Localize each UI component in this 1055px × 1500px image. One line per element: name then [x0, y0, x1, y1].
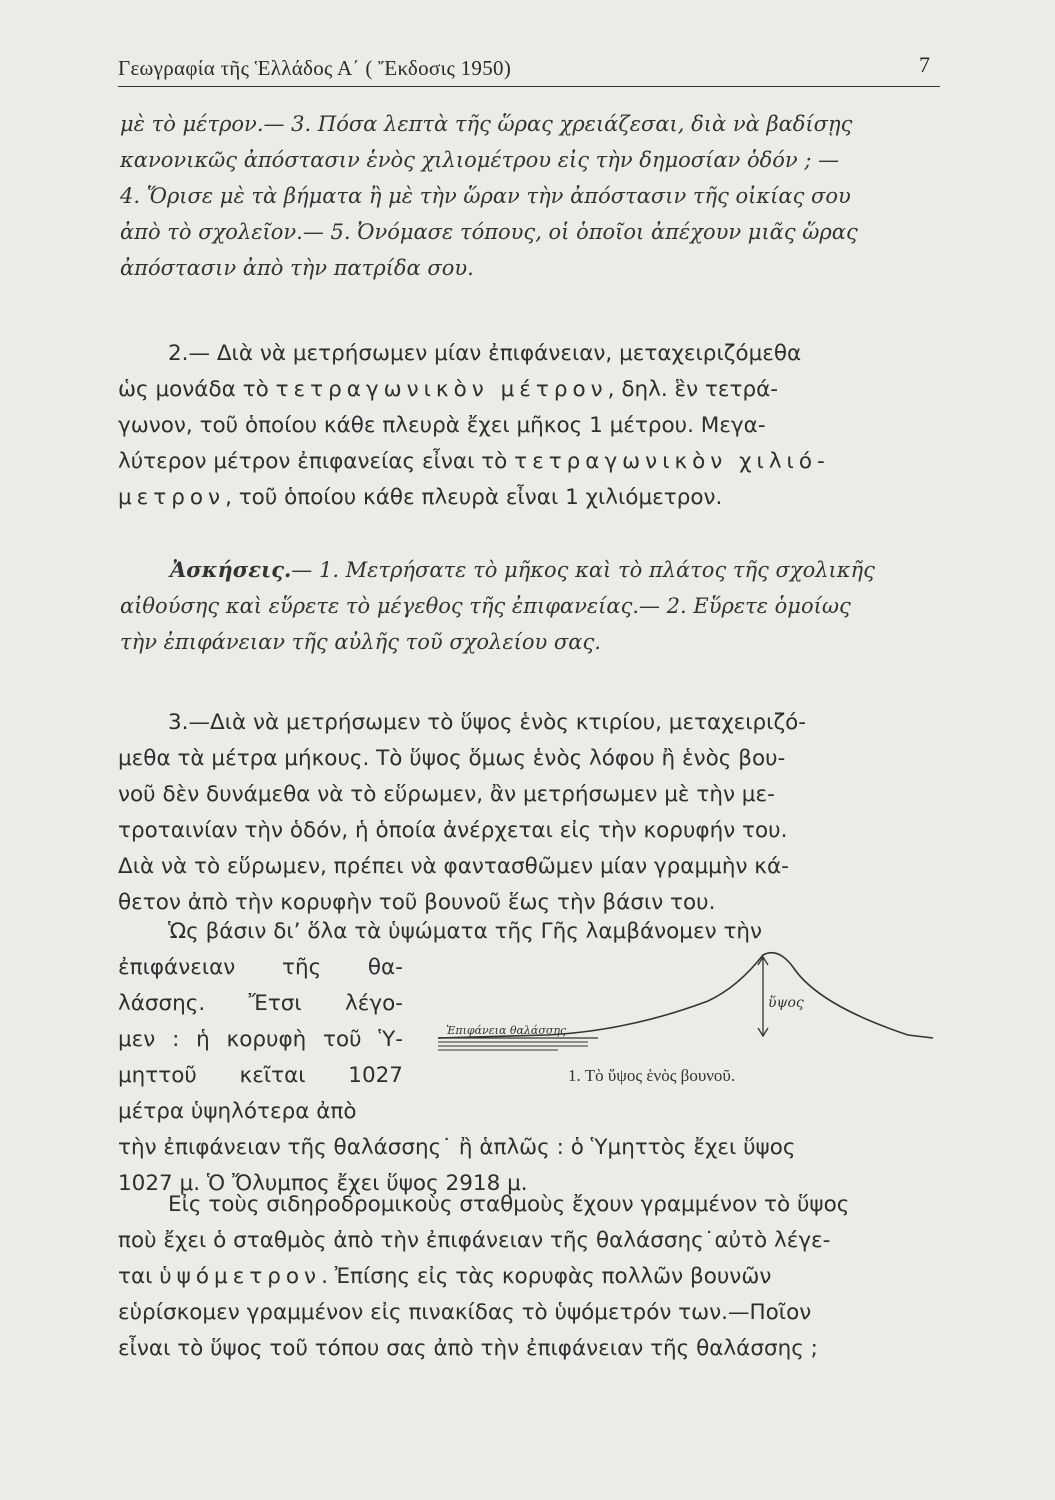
text-span: ὡς μονάδα τὸ — [118, 377, 276, 402]
text-line: 1027 μ. Ὁ Ὄλυμπος ἔχει ὕψος 2918 μ. — [118, 1171, 528, 1196]
text-span: ται — [118, 1264, 160, 1289]
header-title: Γεωγραφία τῆς Ἑλλάδος Α΄ ( Ἔκδοσις 1950) — [118, 56, 512, 80]
text-line: 4. Ὅρισε μὲ τὰ βήματα ἢ μὲ τὴν ὥραν τὴν ἀπόστασιν τῆς οἰκίας σου — [120, 184, 851, 208]
altitude-paragraph — [118, 1187, 940, 1367]
text-line — [118, 1259, 940, 1295]
section-2-paragraph — [118, 336, 940, 516]
text-line: Εἰς τοὺς σιδηροδρομικοὺς σταθμοὺς ἔχουν γραμμένον τὸ ὕψος — [168, 1192, 850, 1217]
text-span: , δηλ. ἓν τετρά- — [607, 377, 779, 402]
text-line: ἀπὸ τὸ σχολεῖον.— 5. Ὀνόμασε τόπους, οἱ ὁποῖοι ἀπέχουν μιᾶς ὥρας — [120, 220, 858, 244]
text-line: μεν : ἡ κορυφὴ τοῦ Ὑ- — [118, 1027, 403, 1052]
spaced-term: τετραγωνικὸν χιλιό- — [514, 449, 830, 474]
text-line: εἶναι τὸ ὕψος τοῦ τόπου σας ἀπὸ τὴν ἐπιφάνειαν τῆς θαλάσσης ; — [118, 1336, 818, 1361]
text-line: μέτρα ὑψηλότερα ἀπὸ — [118, 1099, 357, 1124]
text-line: 3.—Διὰ νὰ μετρήσωμεν τὸ ὕψος ἑνὸς κτιρίου, μεταχειριζό- — [168, 710, 807, 735]
text-line: ἀπόστασιν ἀπὸ τὴν πατρίδα σου. — [120, 256, 474, 280]
text-line — [118, 480, 940, 516]
text-span: . Ἐπίσης εἰς τὰς κορυφὰς πολλῶν βουνῶν — [321, 1264, 772, 1289]
text-line: 2.— Διὰ νὰ μετρήσωμεν μίαν ἐπιφάνειαν, μεταχειριζόμεθα — [168, 341, 802, 366]
text-line: μὲ τὸ μέτρον.— 3. Πόσα λεπτὰ τῆς ὥρας χρειάζεσαι, διὰ νὰ βαδίσῃς — [120, 112, 853, 136]
text-span: λύτερον μέτρον ἐπιφανείας εἶναι τὸ — [118, 449, 515, 474]
text-line: εὑρίσκομεν γραμμένον εἰς πινακίδας τὸ ὑψόμετρόν των.—Ποῖον — [118, 1300, 812, 1325]
spaced-term: μετρον — [118, 485, 226, 510]
text-line: μηττοῦ κεῖται 1027 — [118, 1063, 403, 1088]
text-line: γωνον, τοῦ ὁποίου κάθε πλευρὰ ἔχει μῆκος 1 μέτρου. Μεγα- — [118, 413, 766, 438]
text-line: ποὺ ἔχει ὁ σταθμὸς ἀπὸ τὴν ἐπιφάνειαν τῆς θαλάσσης˙αὐτὸ λέγε- — [118, 1228, 831, 1253]
text-line: τροταινίαν τὴν ὁδόν, ἡ ὁποία ἀνέρχεται εἰς τὴν κορυφήν του. — [118, 818, 788, 843]
text-line: Ὡς βάσιν δι’ ὅλα τὰ ὑψώματα τῆς Γῆς λαμβάνομεν τὴν — [168, 919, 763, 944]
section-3-paragraph — [118, 705, 940, 921]
text-line — [118, 444, 940, 480]
text-line — [120, 552, 938, 588]
text-span: , τοῦ ὁποίου κάθε πλευρὰ εἶναι 1 χιλιόμετρον. — [225, 485, 723, 510]
text-line — [118, 372, 940, 408]
text-line: Διὰ νὰ τὸ εὕρωμεν, πρέπει νὰ φαντασθῶμεν μίαν γραμμὴν κά- — [118, 854, 789, 879]
exercises-label: Ἀσκήσεις. — [170, 557, 292, 582]
text-line: θετον ἀπὸ τὴν κορυφὴν τοῦ βουνοῦ ἕως τὴν βάσιν του. — [118, 890, 716, 915]
page-number: 7 — [919, 52, 930, 77]
text-line: νοῦ δὲν δυνάμεθα νὰ τὸ εὕρωμεν, ἂν μετρήσωμεν μὲ τὴν με- — [118, 782, 775, 807]
spaced-term: τετραγωνικὸν μέτρον — [275, 377, 608, 402]
text-line: μεθα τὰ μέτρα μήκους. Τὸ ὕψος ὅμως ἑνὸς λόφου ἢ ἑνὸς βου- — [118, 746, 786, 771]
sea-surface-label: Ἐπιφάνεια θαλάσσης — [446, 1024, 567, 1037]
text-line: τὴν ἐπιφάνειαν τῆς θαλάσσης˙ ἢ ἁπλῶς : ὁ Ὑμηττὸς ἔχει ὕψος — [118, 1135, 796, 1160]
text-span: — 1. Μετρήσατε τὸ μῆκος καὶ τὸ πλάτος τῆς σχολικῆς — [291, 558, 875, 582]
figure-caption: 1. Τὸ ὕψος ἑνὸς βουνοῦ. — [568, 1066, 736, 1085]
spaced-term: ὑψόμετρον — [159, 1264, 322, 1289]
exercises-block — [120, 552, 938, 660]
running-header — [118, 52, 940, 87]
text-line: κανονικῶς ἀπόστασιν ἑνὸς χιλιομέτρου εἰς τὴν δημοσίαν ὁδόν ; — — [120, 148, 840, 172]
text-line: ἐπιφάνειαν τῆς θα- — [118, 955, 403, 980]
text-line: αἰθούσης καὶ εὕρετε τὸ μέγεθος τῆς ἐπιφανείας.— 2. Εὕρετε ὁμοίως — [120, 594, 851, 618]
height-label: ὕψος — [768, 995, 804, 1011]
exercise-continuation — [120, 106, 938, 286]
text-line: τὴν ἐπιφάνειαν τῆς αὐλῆς τοῦ σχολείου σας. — [120, 630, 601, 654]
text-line: λάσσης. Ἔτσι λέγο- — [118, 991, 403, 1016]
